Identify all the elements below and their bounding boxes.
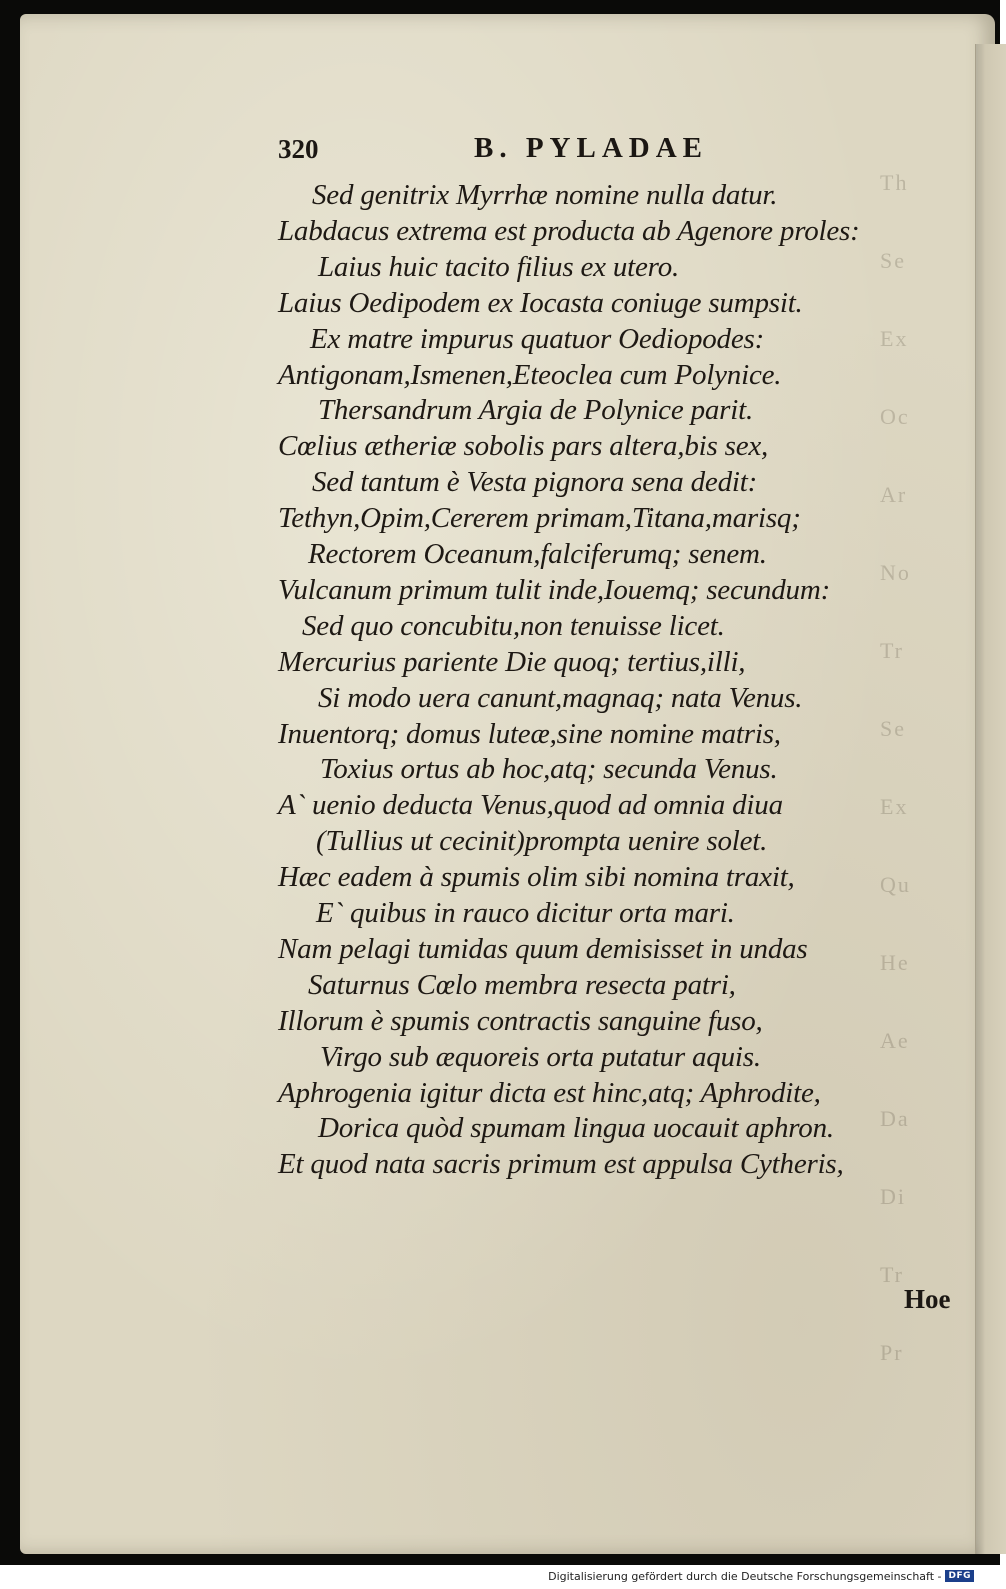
verse-line: Mercurius pariente Die quoq; tertius,illi, — [278, 646, 746, 678]
verse-line: Dorica quòd spumam lingua uocauit aphron. — [318, 1112, 834, 1144]
verse-line: Rectorem Oceanum,falciferumq; senem. — [308, 538, 767, 570]
verse-line: Ex matre impurus quatuor Oediopodes: — [310, 323, 765, 355]
verse-line: (Tullius ut cecinit)prompta uenire solet. — [316, 825, 768, 857]
verse-line: Vulcanum primum tulit inde,Iouemq; secundum: — [278, 574, 831, 606]
verse-line: Inuentorq; domus luteæ,sine nomine matris, — [278, 718, 781, 750]
catchword: Hoe — [904, 1284, 951, 1314]
digitization-credit — [548, 1567, 974, 1585]
verse-line: A` uenio deducta Venus,quod ad omnia diua — [278, 789, 783, 821]
verse-line: Cœlius ætheriæ sobolis pars altera,bis sex, — [278, 430, 769, 462]
verse-line: Toxius ortus ab hoc,atq; secunda Venus. — [320, 753, 778, 785]
verse-line: Laius huic tacito filius ex utero. — [318, 251, 680, 283]
verse-line: Sed quo concubitu,non tenuisse licet. — [302, 610, 725, 642]
bleed-through-text: Th Se Ex Oc Ar No Tr Se Ex Qu He Ae Da Di Tr Pr — [880, 170, 911, 1365]
verse-line: Sed genitrix Myrrhæ nomine nulla datur. — [312, 179, 778, 211]
credit-text: Digitalisierung gefördert durch die Deutsche Forschungsgemeinschaft - — [548, 1569, 942, 1583]
verse-line: Sed tantum è Vesta pignora sena dedit: — [312, 466, 758, 498]
verse-line: E` quibus in rauco dicitur orta mari. — [316, 897, 735, 929]
verse-line: Si modo uera canunt,magnaq; nata Venus. — [318, 682, 803, 714]
verse-line: Labdacus extrema est producta ab Agenore proles: — [278, 215, 860, 247]
page-header — [278, 132, 738, 168]
verse-line: Illorum è spumis contractis sanguine fuso, — [278, 1005, 763, 1037]
verse-line: Hæc eadem à spumis olim sibi nomina traxit, — [278, 861, 795, 893]
verse-line: Thersandrum Argia de Polynice parit. — [318, 394, 754, 426]
verse-line: Antigonam,Ismenen,Eteoclea cum Polynice. — [278, 359, 782, 391]
verse-line: Saturnus Cœlo membra resecta patri, — [308, 969, 736, 1001]
verse-line: Tethyn,Opim,Cererem primam,Titana,marisq; — [278, 502, 801, 534]
verse-line: Aphrogenia igitur dicta est hinc,atq; Aphrodite, — [278, 1077, 821, 1109]
facing-page-edge — [975, 44, 1006, 1554]
running-head: B. PYLADAE — [474, 132, 709, 164]
verse-line: Et quod nata sacris primum est appulsa Cytheris, — [278, 1148, 844, 1180]
verse-line: Virgo sub æquoreis orta putatur aquis. — [320, 1041, 761, 1073]
page-number: 320 — [278, 134, 319, 164]
verse-line: Nam pelagi tumidas quum demisisset in undas — [278, 933, 808, 965]
dfg-logo: DFG — [945, 1570, 974, 1582]
book-page — [20, 14, 995, 1554]
verse-line: Laius Oedipodem ex Iocasta coniuge sumpsit. — [278, 287, 803, 319]
